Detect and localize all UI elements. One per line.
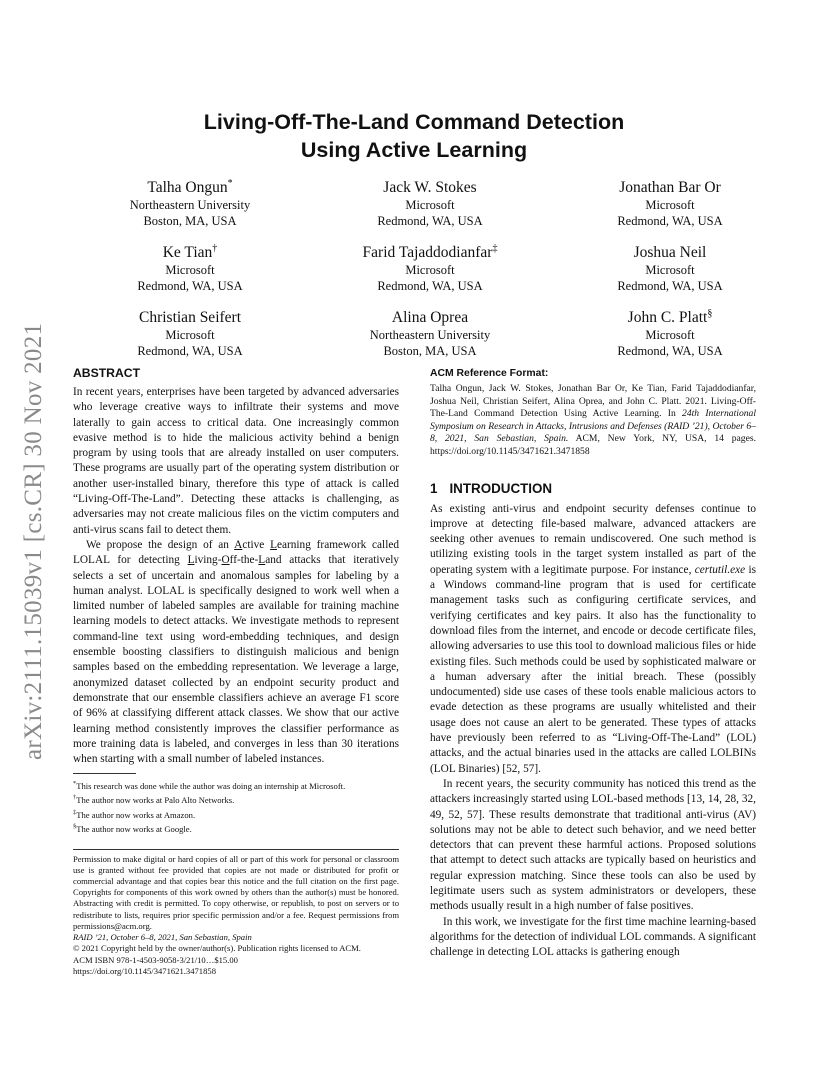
- intro-paragraph-1: [430, 502, 756, 777]
- author-affiliation: Microsoft: [405, 198, 455, 213]
- abstract-paragraph-2: [73, 538, 399, 767]
- author-name: Christian Seifert: [138, 309, 242, 327]
- author-location: Redmond, WA, USA: [377, 214, 483, 229]
- footnote-text: The author now works at Amazon.: [76, 809, 196, 820]
- author-affiliation: Northeastern University: [129, 198, 251, 213]
- section-title: INTRODUCTION: [449, 480, 553, 496]
- title-line-1: Living-Off-The-Land Command Detection: [203, 110, 625, 134]
- text-run: As existing anti-virus and endpoint security defenses continue to improve at detecting file-based malware, advanced attackers are seeking other avenues to remain undiscovered. One such method is utilizing existing tools in the target system installed as part of the operating system with a legitimate purpose. For instance,: [430, 502, 756, 576]
- author-block: [70, 304, 310, 359]
- text-run: ff-the-: [229, 554, 259, 567]
- author-location: Redmond, WA, USA: [137, 279, 243, 294]
- author-affiliation: Microsoft: [165, 328, 215, 343]
- text-run: earning framework called LOLAL for detecting: [73, 538, 399, 567]
- author-name: Talha Ongun: [147, 179, 228, 197]
- title-line-2: Using Active Learning: [300, 138, 528, 162]
- venue-line: RAID ’21, October 6–8, 2021, San Sebastian, Spain: [73, 932, 252, 943]
- author-name: Ke Tian: [162, 244, 213, 262]
- section-number: 1: [430, 480, 438, 496]
- text-run: Talha Ongun, Jack W. Stokes, Jonathan Bar Or, Ke Tian, Farid Tajaddodianfar, Joshua Neil, Christian Seifert, Alina Oprea, and John C. Platt. 2021. Living-Off-The-Land Command Detection Using Active Learning. In: [430, 383, 756, 420]
- author-block: [70, 174, 310, 229]
- doi-link[interactable]: https://doi.org/10.1145/3471621.3471858: [73, 965, 216, 976]
- text-run-italic: 24th International Symposium on Research in Attacks, Intrusions and Defenses (RAID ’21), October 6–8, 2021, San Sebastian, Spain.: [430, 408, 756, 445]
- introduction-body: [430, 502, 756, 961]
- author-affiliation: Northeastern University: [369, 328, 491, 343]
- footnote: [73, 807, 399, 821]
- author-location: Boston, MA, USA: [383, 344, 477, 359]
- footnote-divider: [73, 773, 136, 774]
- author-location: Redmond, WA, USA: [377, 279, 483, 294]
- footnote-mark: *: [73, 780, 77, 788]
- copyright-line: © 2021 Copyright held by the owner/author(s). Publication rights licensed to ACM.: [73, 943, 361, 954]
- author-affiliation: Microsoft: [645, 328, 695, 343]
- left-column: [73, 366, 399, 977]
- abstract-paragraph-1: In recent years, enterprises have been targeted by advanced adversaries who leverage creative ways to infiltrate their systems and move laterally to gain access to critical data. One increasingly common evasive method is to hide the malicious activity behind a benign program by using tools that are already installed on user computers. These programs are usually part of the operating system distribution or another user-installed binary, therefore this type of attack is called “Living-Off-The-Land”. Detecting these attacks is challenging, as adversaries may not create malicious files on the victim computers and anti-virus scans fail to detect them.: [73, 386, 399, 536]
- author-name: John C. Platt: [627, 309, 708, 327]
- author-block: [550, 304, 790, 359]
- footnote: [73, 821, 399, 835]
- text-run: and attacks that iteratively selects a set of uncertain and anomalous samples for labeling by a human analyst. LOLAL is specifically designed to work well when a limited number of labeled samples are available for training machine learning models to detect attacks. We investigate methods to represent command-line text using word-embedding techniques, and design ensemble boosting classifiers to distinguish malicious and benign samples based on the embedding representation. We leverage a large, anonymized dataset collected by an endpoint security product and demonstrate that our ensemble classifiers achieve an average F1 score of 96% at classifying different attack classes. We show that our active learning method consistently improves the classifier performance as more training data is labeled, and converges in less than 30 iterations when starting with a small number of labeled instances.: [73, 554, 399, 766]
- paper-title: [60, 108, 768, 164]
- author-name: Alina Oprea: [391, 309, 469, 327]
- abstract-heading: ABSTRACT: [73, 366, 141, 380]
- author-mark: †: [212, 243, 218, 255]
- author-name: Jonathan Bar Or: [619, 179, 721, 197]
- author-block: [550, 239, 790, 294]
- footnote: [73, 792, 399, 806]
- intro-paragraph-3: In this work, we investigate for the first time machine learning-based algorithms for the detection of individual LOL commands. A significant challenge in detecting LOL attacks is gathering enough: [430, 915, 756, 959]
- underlined-letter: O: [221, 554, 230, 567]
- author-location: Redmond, WA, USA: [617, 214, 723, 229]
- text-run-italic: certutil.exe: [694, 563, 746, 576]
- acm-reference-text: [430, 383, 756, 459]
- author-mark: ‡: [492, 243, 498, 255]
- author-block: [310, 174, 550, 229]
- author-block: [310, 239, 550, 294]
- introduction-heading: [430, 481, 756, 497]
- permission-divider: [73, 849, 399, 850]
- author-affiliation: Microsoft: [165, 263, 215, 278]
- arxiv-stamp: arXiv:2111.15039v1 [cs.CR] 30 Nov 2021: [20, 322, 47, 760]
- underlined-letter: A: [234, 538, 243, 551]
- permission-text: Permission to make digital or hard copies of all or part of this work for personal or classroom use is granted without fee provided that copies are not made or distributed for profit or commercial advantage and that copies bear this notice and the full citation on the first page. Copyrights for components of this work owned by others than the author(s) must be honored. Abstracting with credit is permitted. To copy otherwise, or republish, to post on servers or to redistribute to lists, requires prior specific permission and/or a fee. Request permissions from permissions@acm.org.: [73, 853, 399, 931]
- right-column: [430, 366, 756, 960]
- text-run: We propose the design of an: [86, 538, 235, 551]
- underlined-letter: L: [258, 554, 266, 567]
- underlined-letter: L: [270, 538, 277, 551]
- author-mark: §: [707, 308, 713, 320]
- author-list: [70, 174, 790, 359]
- underlined-letter: L: [187, 554, 195, 567]
- footnote: [73, 778, 399, 792]
- author-affiliation: Microsoft: [645, 263, 695, 278]
- author-name: Joshua Neil: [633, 244, 707, 262]
- author-mark: *: [227, 178, 233, 189]
- author-block: [310, 304, 550, 359]
- footnote-text: The author now works at Google.: [76, 823, 192, 834]
- author-location: Redmond, WA, USA: [617, 344, 723, 359]
- author-location: Redmond, WA, USA: [137, 344, 243, 359]
- intro-paragraph-2: In recent years, the security community has noticed this trend as the attackers increasingly started using LOL-based methods [13, 14, 28, 32, 49, 52, 57]. These results demonstrate that traditional anti-virus (AV) solutions may not be able to detect such behavior, and we need better detectors that can prevent these harmful actions. Proposed solutions that attempt to detect such attacks are typically based on heuristics and regular expression matching. Since these tools can also be used by legitimate users such as system administrators or developers, these methods usually result in a high number of false positives.: [430, 777, 756, 913]
- footnotes: [73, 778, 399, 834]
- text-run: ctive: [242, 538, 271, 551]
- author-block: [550, 174, 790, 229]
- footnote-text: This research was done while the author was doing an internship at Microsoft.: [76, 781, 346, 792]
- footnote-mark: †: [73, 794, 77, 802]
- text-run: iving-: [194, 554, 222, 567]
- footnote-mark: ‡: [73, 808, 77, 816]
- footnote-text: The author now works at Palo Alto Networks.: [76, 795, 235, 806]
- permission-block: [73, 854, 399, 977]
- isbn-line: ACM ISBN 978-1-4503-9058-3/21/10…$15.00: [73, 954, 238, 965]
- author-name: Jack W. Stokes: [383, 179, 477, 197]
- author-block: [70, 239, 310, 294]
- author-name: Farid Tajaddodianfar: [362, 244, 493, 262]
- text-run: is a Windows command-line program that is used for certificate management tasks such as configuring certificate services, and verifying certificates and key pairs. It also has the functionality to download files from the internet, and encode or decode certificate files, allowing adversaries to use this tool to download malicious files or hide existing files. Such methods could be used by sophisticated malware or a human adversary after the initial breach. These (possibly undocumented) side use cases of these tools enable malicious actors to evade detection as these programs are usually whitelisted and their usage does not cause an alert to be generated. These types of attacks have previously been referred to as “Living-Off-The-Land” (LOL) attacks, and the actual binaries used in the attacks are called LOLBINs (LOL Binaries) [52, 57].: [430, 563, 757, 775]
- acm-reference-heading: ACM Reference Format:: [430, 368, 549, 379]
- author-location: Boston, MA, USA: [143, 214, 237, 229]
- author-affiliation: Microsoft: [405, 263, 455, 278]
- author-affiliation: Microsoft: [645, 198, 695, 213]
- author-location: Redmond, WA, USA: [617, 279, 723, 294]
- abstract-body: [73, 385, 399, 767]
- footnote-mark: §: [73, 822, 77, 830]
- text-run: ACM, New York, NY, USA, 14 pages. https://doi.org/10.1145/3471621.3471858: [430, 433, 756, 457]
